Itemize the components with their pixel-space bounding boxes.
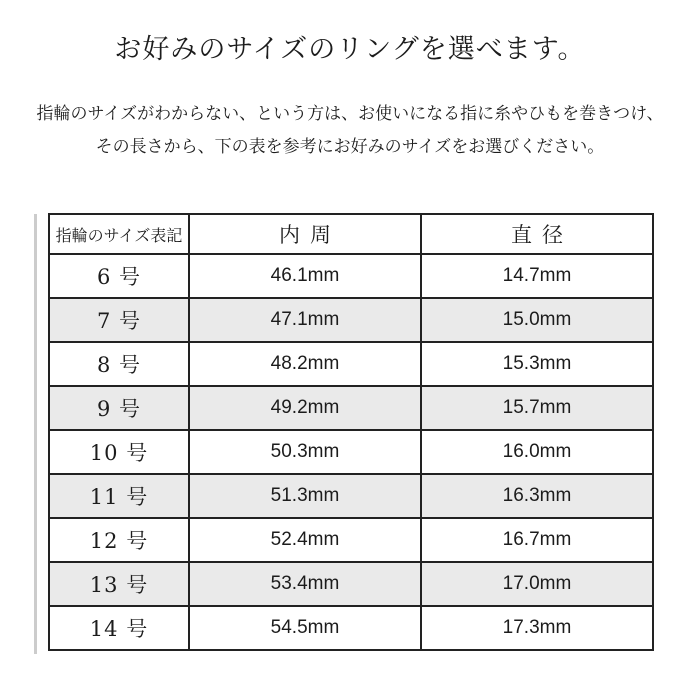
size-cell: 6 号: [49, 254, 189, 298]
diameter-cell: 16.7mm: [421, 518, 653, 562]
circumference-cell: 54.5mm: [189, 606, 421, 650]
diameter-cell: 17.3mm: [421, 606, 653, 650]
circumference-cell: 52.4mm: [189, 518, 421, 562]
page-title: お好みのサイズのリングを選べます。: [114, 34, 586, 65]
table-row: [49, 518, 653, 562]
page-subtitle: [0, 97, 700, 163]
table-header-row: [49, 214, 653, 254]
size-cell: 11 号: [49, 474, 189, 518]
circumference-cell: 48.2mm: [189, 342, 421, 386]
size-cell: 8 号: [49, 342, 189, 386]
table-row: [49, 254, 653, 298]
size-cell: 10 号: [49, 430, 189, 474]
header-diameter: 直径: [421, 214, 653, 254]
size-cell: 12 号: [49, 518, 189, 562]
diameter-cell: 15.7mm: [421, 386, 653, 430]
diameter-cell: 16.0mm: [421, 430, 653, 474]
circumference-cell: 49.2mm: [189, 386, 421, 430]
header-size-notation: 指輪のサイズ表記: [49, 214, 189, 254]
table-row: [49, 298, 653, 342]
subtitle-line-1: 指輪のサイズがわからない、という方は、お使いになる指に糸やひもを巻きつけ、: [36, 104, 664, 123]
circumference-cell: 47.1mm: [189, 298, 421, 342]
subtitle-line-2: その長さから、下の表を参考にお好みのサイズをお選びください。: [95, 137, 605, 156]
table-left-shadow: [34, 214, 37, 654]
circumference-cell: 53.4mm: [189, 562, 421, 606]
circumference-cell: 50.3mm: [189, 430, 421, 474]
ring-size-table: [48, 213, 654, 651]
table-row: [49, 430, 653, 474]
table-row: [49, 386, 653, 430]
circumference-cell: 51.3mm: [189, 474, 421, 518]
circumference-cell: 46.1mm: [189, 254, 421, 298]
header-inner-circumference: 内周: [189, 214, 421, 254]
ring-size-table-container: [48, 213, 654, 651]
table-row: [49, 562, 653, 606]
diameter-cell: 14.7mm: [421, 254, 653, 298]
table-row: [49, 606, 653, 650]
table-row: [49, 474, 653, 518]
size-cell: 14 号: [49, 606, 189, 650]
size-cell: 9 号: [49, 386, 189, 430]
diameter-cell: 15.0mm: [421, 298, 653, 342]
size-cell: 13 号: [49, 562, 189, 606]
size-cell: 7 号: [49, 298, 189, 342]
diameter-cell: 17.0mm: [421, 562, 653, 606]
diameter-cell: 15.3mm: [421, 342, 653, 386]
table-row: [49, 342, 653, 386]
diameter-cell: 16.3mm: [421, 474, 653, 518]
